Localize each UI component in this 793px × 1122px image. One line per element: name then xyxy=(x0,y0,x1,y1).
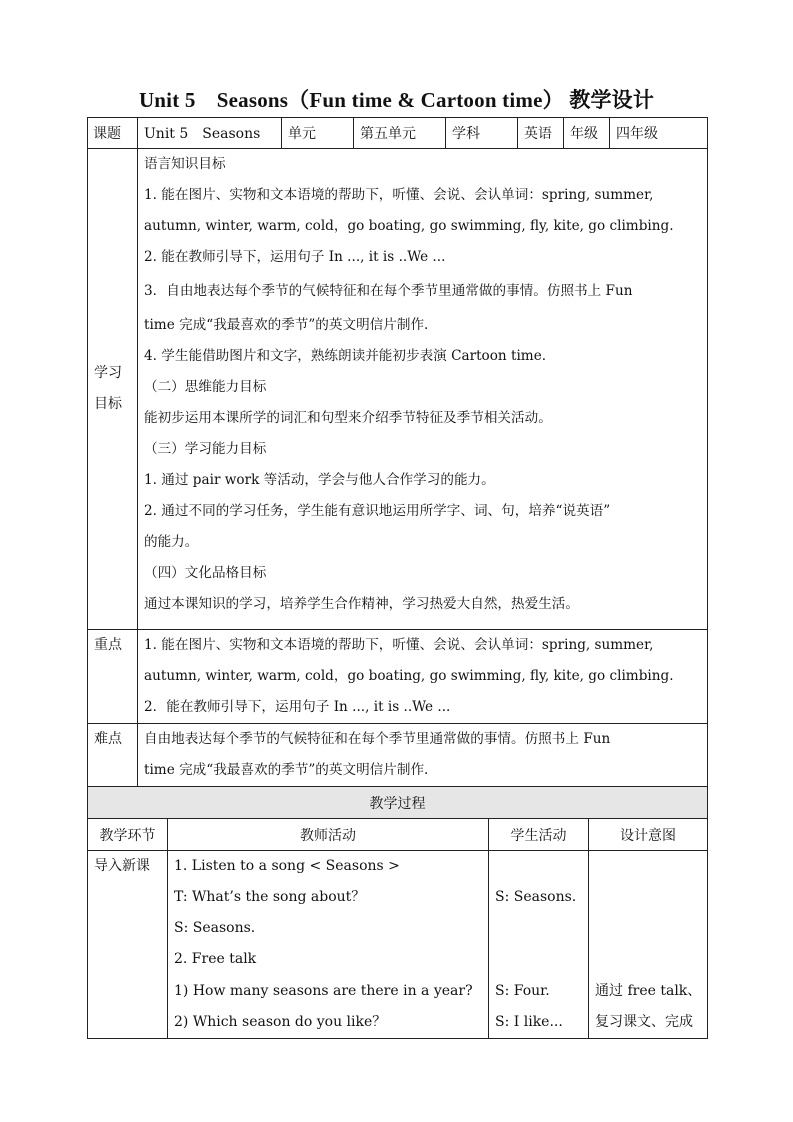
objective-line: 4. 学生能借助图片和文字，熟练朗读并能初步表演 Cartoon time. xyxy=(144,348,547,364)
teacher-line: 2. Free talk xyxy=(174,951,257,967)
difficulties-row xyxy=(88,724,708,787)
unit-value: 第五单元 xyxy=(354,118,446,149)
student-line xyxy=(495,913,582,944)
difficulties-label: 难点 xyxy=(88,724,138,787)
stage-cell: 导入新课 xyxy=(88,851,168,1039)
objectives-content xyxy=(138,149,708,630)
student-line: S: Four. xyxy=(495,983,550,999)
teacher-line: T: What’s the song about？ xyxy=(174,889,366,905)
intent-line: 复习课文、完成 xyxy=(595,1014,693,1030)
intent-line xyxy=(595,882,701,913)
intent-line: 通过 free talk、 xyxy=(595,983,702,999)
objectives-label: 学习 目标 xyxy=(88,149,138,630)
objective-line: （二）思维能力目标 xyxy=(144,379,267,395)
objective-line: 1. 能在图片、实物和文本语境的帮助下，听懂、会说、会认单词：spring, summer, xyxy=(144,187,654,203)
key-point-line: 1. 能在图片、实物和文本语境的帮助下，听懂、会说、会认单词：spring, summer, xyxy=(144,637,654,653)
key-points-label: 重点 xyxy=(88,630,138,724)
objective-line: （四）文化品格目标 xyxy=(144,565,267,581)
process-header: 教学过程 xyxy=(88,787,708,819)
objective-line: 2. 能在教师引导下，运用句子 In ..., it is ..We ... xyxy=(144,249,446,265)
objective-line: 语言知识目标 xyxy=(144,156,226,172)
teacher-line: 2) Which season do you like？ xyxy=(174,1014,387,1030)
student-line: S: Seasons. xyxy=(495,889,577,905)
course-value: Unit 5 Seasons xyxy=(138,118,282,149)
student-line: S: I like... xyxy=(495,1014,563,1030)
column-header-student: 学生活动 xyxy=(489,819,589,851)
objective-line: 能初步运用本课所学的词汇和句型来介绍季节特征及季节相关活动。 xyxy=(144,410,552,426)
teacher-line: 1. Listen to a song < Seasons > xyxy=(174,858,400,874)
course-label: 课题 xyxy=(88,118,138,149)
student-line xyxy=(495,851,582,882)
intent-line xyxy=(595,851,701,882)
design-intent-cell xyxy=(589,851,708,1039)
key-point-line: 2．能在教师引导下，运用句子 In ..., it is ..We ... xyxy=(144,699,451,715)
student-line xyxy=(495,944,582,975)
difficulty-line: time 完成“我最喜欢的季节”的英文明信片制作. xyxy=(144,762,429,778)
objective-line: 通过本课知识的学习，培养学生合作精神，学习热爱大自然，热爱生活。 xyxy=(144,596,579,612)
student-activity-cell xyxy=(489,851,589,1039)
objective-line: （三）学习能力目标 xyxy=(144,441,267,457)
intent-line xyxy=(595,944,701,975)
column-header-teacher: 教师活动 xyxy=(168,819,489,851)
key-points-row xyxy=(88,630,708,724)
process-columns-row xyxy=(88,819,708,851)
key-point-line: autumn, winter, warm, cold，go boating, go swimming, fly, kite, go climbing. xyxy=(144,668,674,684)
column-header-intent: 设计意图 xyxy=(589,819,708,851)
objective-line: autumn, winter, warm, cold，go boating, go swimming, fly, kite, go climbing. xyxy=(144,218,674,234)
subject-value: 英语 xyxy=(518,118,564,149)
grade-label: 年级 xyxy=(564,118,610,149)
difficulty-line: 自由地表达每个季节的气候特征和在每个季节里通常做的事情。仿照书上 Fun xyxy=(144,731,611,747)
key-points-content xyxy=(138,630,708,724)
teacher-line: S: Seasons. xyxy=(174,920,256,936)
column-header-stage: 教学环节 xyxy=(88,819,168,851)
process-row xyxy=(88,851,708,1039)
objective-line: 2. 通过不同的学习任务，学生能有意识地运用所学字、词、句，培养“说英语” xyxy=(144,503,611,519)
lesson-info-table xyxy=(87,117,708,787)
info-row xyxy=(88,118,708,149)
objective-line: 的能力。 xyxy=(144,534,199,550)
objectives-row xyxy=(88,149,708,630)
subject-label: 学科 xyxy=(446,118,518,149)
objective-line: 3．自由地表达每个季节的气候特征和在每个季节里通常做的事情。仿照书上 Fun xyxy=(144,283,633,299)
objective-line: time 完成“我最喜欢的季节”的英文明信片制作. xyxy=(144,317,429,333)
objective-line: 1. 通过 pair work 等活动，学会与他人合作学习的能力。 xyxy=(144,472,495,488)
difficulties-content xyxy=(138,724,708,787)
teaching-process-table xyxy=(87,786,708,1039)
process-header-row xyxy=(88,787,708,819)
intent-line xyxy=(595,913,701,944)
document-title: Unit 5 Seasons（Fun time & Cartoon time） 教学设计 xyxy=(138,88,655,112)
teacher-activity-cell xyxy=(168,851,489,1039)
unit-label: 单元 xyxy=(282,118,354,149)
teacher-line: 1) How many seasons are there in a year? xyxy=(174,983,473,999)
grade-value: 四年级 xyxy=(610,118,708,149)
